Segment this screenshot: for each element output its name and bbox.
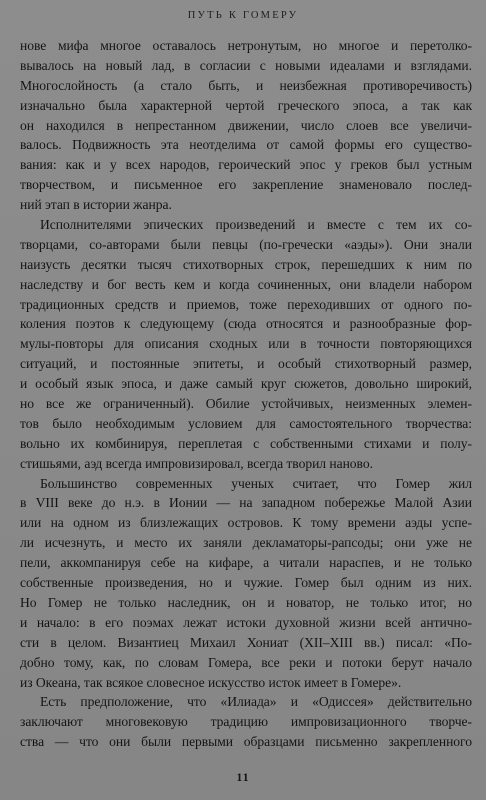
page-number: 11 [236,770,250,784]
text-line: Но Гомер не только наследник, он и новатор, не только итог, но [20,594,472,610]
text-line: Большинство современных ученых считает, что Гомер жил [40,475,472,491]
text-line: сти в целом. Византиец Михаил Хониат (XII–XIII вв.) писал: «По- [20,634,472,650]
text-line: добно тому, как, по словам Гомера, все реки и потоки берут начало [20,654,472,670]
text-line: ситуаций, и постоянные эпитеты, и особый стихотворный размер, [20,356,472,372]
text-line: он находился в непрестанном движении, число слоев все увеличи- [20,117,472,133]
text-line: ства — что они были первыми образцами письменно закрепленного [20,734,472,750]
text-line: вольно их комбинируя, переплетая с собственными стихами и полу- [20,435,472,451]
text-line: творцами, со-авторами были певцы (по-гречески «аэды»). Они знали [20,236,472,252]
text-line: и особый язык эпоса, и даже самый круг сюжетов, довольно широкий, [20,376,472,392]
text-line: наследству и бог весть кем и когда сочиненных, они владели набором [20,276,472,292]
text-line: наизусть десятки тысяч стихотворных строк, перешедших к ним по [20,256,472,272]
text-line: в VIII веке до н.э. в Ионии — на западном побережье Малой Азии [20,495,472,511]
text-line: или на одном из близлежащих островов. К тому времени аэды успе- [20,515,472,531]
text-line: Многослойность (а стало быть, и неизбежная противоречивость) [20,77,472,93]
text-line: вания: как и у всех народов, героический эпос у греков был устным [20,157,472,173]
text-line: изначально была характерной чертой греческого эпоса, а так как [20,97,472,113]
running-head: ПУТЬ К ГОМЕРУ [187,10,299,21]
text-line: Исполнителями эпических произведений и вместе с тем их со- [40,217,472,233]
body-text [20,36,472,752]
text-line: Есть предположение, что «Илиада» и «Одиссея» действительно [40,694,472,710]
text-line: пели, аккомпанируя себе на кифаре, а читали нараспев, и не только [20,555,472,571]
text-line: заключают многовековую традицию импровизационного творче- [20,714,472,730]
text-line: коления поэтов к следующему (сюда относятся и разнообразные фор- [20,316,472,332]
text-line: из Океана, так всякое словесное искусство исток имеет в Гомере». [20,674,402,690]
text-line: тов было необходимым условием для самостоятельного творчества: [20,415,472,431]
text-line: творчеством, и письменное его закрепление знаменовало послед- [20,177,472,193]
text-line: собственные произведения, но и чужие. Гомер был одним из них. [20,575,472,591]
text-line: нове мифа многое оставалось нетронутым, но многое и перетолко- [20,38,472,53]
text-line: валось. Подвижность эта неотделима от самой формы его существо- [20,137,472,153]
text-line: и начало: в его поэмах лежат истоки духовной жизни всей антично- [20,614,472,630]
text-line: мулы-повторы для описания сходных или в точности повторяющихся [20,336,472,352]
text-line: ний этап в истории жанра. [20,197,172,213]
text-line: но все же ограниченный). Обилие устойчивых, неизменных элемен- [20,396,472,412]
text-line: традиционных средств и приемов, тоже переходивших от одного по- [20,296,472,312]
text-line: вывалось на новый лад, в согласии с новыми идеалами и взглядами. [20,57,472,73]
text-line: стишьями, аэд всегда импровизировал, всегда творил наново. [20,455,373,471]
text-line: ли исчезнуть, и место их заняли декламаторы-рапсоды; они уже не [20,535,472,551]
